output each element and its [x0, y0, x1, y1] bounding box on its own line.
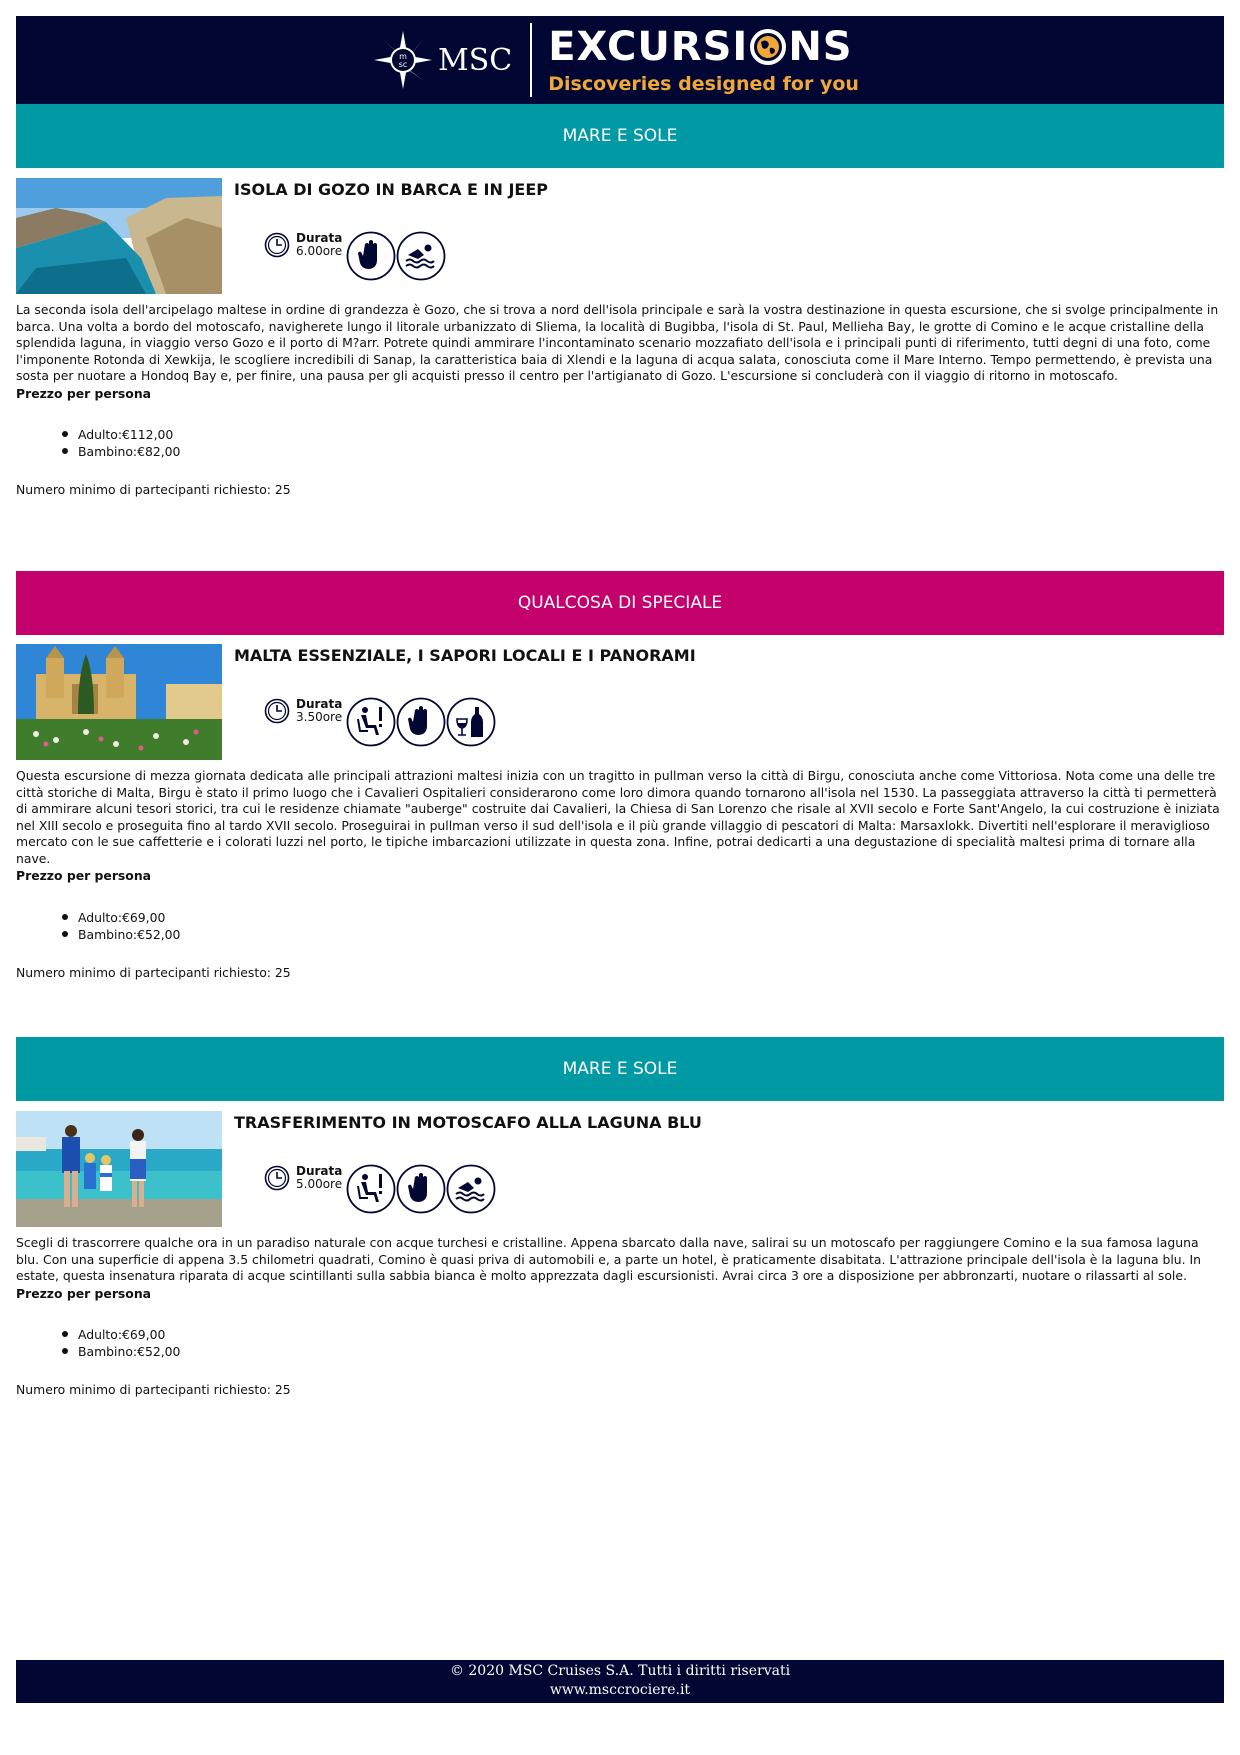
seated-alert-icon [346, 697, 396, 747]
excursions-text-start: EXCURSI [548, 24, 749, 70]
duration [264, 698, 342, 724]
duration-value: 5.00ore [296, 1177, 343, 1191]
msc-logo [372, 29, 512, 91]
logo-divider [530, 23, 532, 97]
excursion-description [16, 768, 1224, 981]
svg-text:sc: sc [398, 60, 408, 69]
excursion-description [16, 1235, 1224, 1399]
duration-value: 3.50ore [296, 710, 343, 724]
min-participants: Numero minimo di partecipanti richiesto: 25 [16, 964, 291, 980]
excursion-photo [16, 178, 222, 294]
excursion-title: MALTA ESSENZIALE, I SAPORI LOCALI E I PANORAMI [234, 646, 696, 665]
excursions-title [548, 24, 859, 70]
swimming-icon [446, 1164, 496, 1214]
price-heading: Prezzo per persona [16, 868, 151, 883]
duration-label: Durata [296, 697, 343, 711]
duration-label: Durata [296, 231, 343, 245]
duration [264, 232, 342, 258]
price-child: Bambino:€82,00 [78, 443, 1224, 460]
price-adult: Adulto:€112,00 [78, 426, 1224, 443]
hand-icon [396, 697, 446, 747]
seated-alert-icon [346, 1164, 396, 1214]
activity-icons [346, 231, 446, 281]
category-band-2: QUALCOSA DI SPECIALE [16, 571, 1224, 635]
price-child: Bambino:€52,00 [78, 926, 1224, 943]
excursions-wordmark [548, 24, 859, 96]
excursion-title: TRASFERIMENTO IN MOTOSCAFO ALLA LAGUNA BLU [234, 1113, 702, 1132]
price-heading: Prezzo per persona [16, 385, 151, 401]
msc-excursions-logo [372, 16, 902, 104]
svg-text:m: m [399, 52, 407, 61]
excursion-photo [16, 1111, 222, 1227]
duration [264, 1165, 342, 1191]
min-participants: Numero minimo di partecipanti richiesto: 25 [16, 1382, 291, 1397]
globe-icon [749, 28, 787, 66]
excursion-description [16, 302, 1224, 499]
excursion-photo [16, 644, 222, 760]
copyright-text: © 2020 MSC Cruises S.A. Tutti i diritti riservati [449, 1663, 791, 1679]
min-participants: Numero minimo di partecipanti richiesto: 25 [16, 482, 291, 497]
clock-icon [264, 698, 290, 724]
page-header [16, 16, 1224, 104]
gozo-coast-photo [16, 178, 222, 294]
activity-icons [346, 1164, 496, 1214]
description-text: Scegli di trascorrere qualche ora in un paradiso naturale con acque turchesi e cristalline. Appena sbarcato dalla nave, salirai su un motoscafo per raggiungere Comino e la sua famosa laguna blu. Con una superficie di appena 3.5 chilometri quadrati, Comino è quasi priva di automobili e, a parte un hotel, è praticamente disabitata. L'attrazione principale dell'isola è la laguna blu. In estate, questa insenatura riparata di acque scintillanti sulla sabbia bianca è molto apprezzata dagli escursionisti. Avrai circa 3 ore a disposizione per abbronzarti, nuotare o rilassarti al sole. [16, 1235, 1202, 1283]
family-beach-photo [16, 1111, 222, 1227]
duration-value: 6.00ore [296, 244, 343, 258]
category-band-1: MARE E SOLE [16, 104, 1224, 168]
price-child: Bambino:€52,00 [78, 1343, 1224, 1360]
page-footer [16, 1660, 1224, 1703]
malta-church-photo [16, 644, 222, 760]
description-text: La seconda isola dell'arcipelago maltese in ordine di grandezza è Gozo, che si trova a nord dell'isola principale e sarà la vostra destinazione in questa escursione, che si svolge principalmente in barca. Una volta a bordo del motoscafo, navigherete lungo il litorale urbanizzato di Sliema, la località di Bugibba, l'isola di St. Paul, Mellieha Bay, le grotte di Comino e le acque cristalline della splendida laguna, in viaggio verso Gozo e il porto di M?arr. Potrete quindi ammirare l'incontaminato scenario mozzafiato dell'isola e i principali punti di riferimento, tutti degni di una foto, come l'imponente Rotonda di Xewkija, le scogliere incredibili di Sanap, la caratteristica baia di Xlendi e la laguna di acqua salata, conosciuta come il Mare Interno. Tempo permettendo, è prevista una sosta per nuotare a Hondoq Bay e, per finire, una pausa per gli acquisti presso il centro per l'artigianato di Gozo. L'escursione si concluderà con il viaggio di ritorno in motoscafo. [16, 302, 1219, 383]
clock-icon [264, 1165, 290, 1191]
description-text: Questa escursione di mezza giornata dedicata alle principali attrazioni maltesi inizia con un tragitto in pullman verso la città di Birgu, conosciuta anche come Vittoriosa. Nota come una delle tre città storiche di Malta, Birgu è stato il primo luogo che i Cavalieri Ospitalieri considerarono come loro dimora quando tornarono all'isola nel 1530. La passeggiata attraverso la città ti permetterà di ammirare alcuni tesori storici, tra cui le residenze chiamate "auberge" costruite dai Cavalieri, la Chiesa di San Lorenzo che risale al XVII secolo e Forte Sant'Angelo, la cui costruzione è iniziata nel XIII secolo e proseguita fino al tardo XVII secolo. Proseguirai in pullman verso il sud dell'isola e il più grande villaggio di pescatori di Malta: Marsaxlokk. Divertiti nell'esplorare il meraviglioso mercato con le sue caffetterie e i colorati luzzi nel porto, le tipiche imbarcazioni utilizzate in questa zona. Infine, potrai dedicarti a una degustazione di specialità maltesi prima di tornare alla nave. [16, 768, 1220, 866]
clock-icon [264, 232, 290, 258]
price-list [16, 426, 1224, 460]
price-adult: Adulto:€69,00 [78, 1326, 1224, 1343]
swimming-icon [396, 231, 446, 281]
wine-icon [446, 697, 496, 747]
price-adult: Adulto:€69,00 [78, 909, 1224, 926]
excursions-text-end: NS [788, 24, 853, 70]
msc-brand-text: MSC [438, 42, 513, 78]
category-band-3: MARE E SOLE [16, 1037, 1224, 1101]
price-heading: Prezzo per persona [16, 1285, 151, 1301]
compass-star-icon [372, 29, 434, 91]
excursions-tagline: Discoveries designed for you [548, 73, 859, 95]
price-list [16, 909, 1224, 943]
hand-icon [396, 1164, 446, 1214]
price-list [16, 1326, 1224, 1360]
excursion-title: ISOLA DI GOZO IN BARCA E IN JEEP [234, 180, 548, 199]
activity-icons [346, 697, 496, 747]
duration-label: Durata [296, 1164, 343, 1178]
website-link[interactable]: www.msccrociere.it [549, 1682, 691, 1698]
hand-icon [346, 231, 396, 281]
